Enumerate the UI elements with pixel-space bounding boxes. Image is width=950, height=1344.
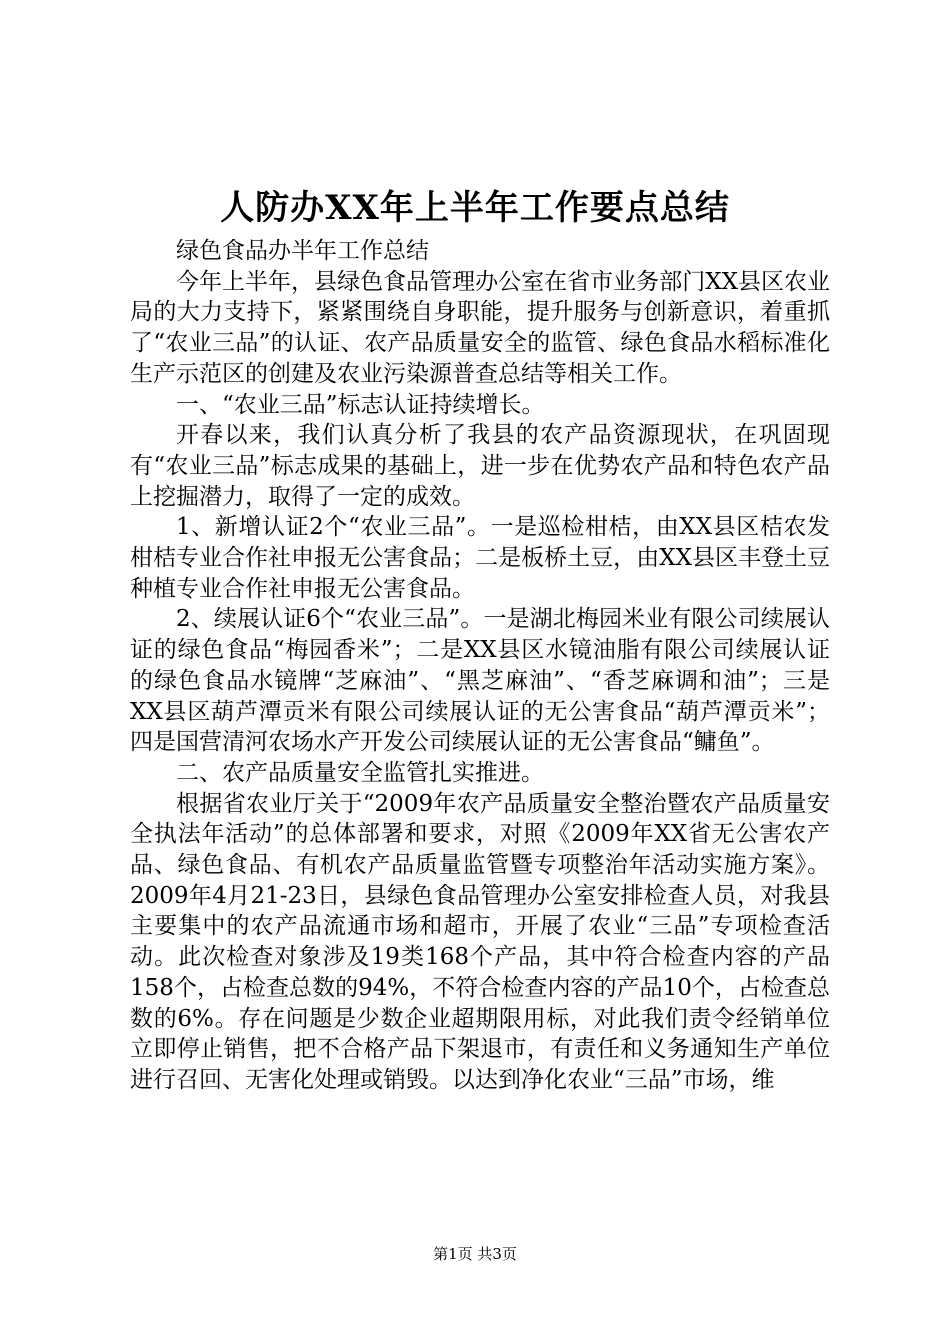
document-title: 人防办XX年上半年工作要点总结 — [220, 188, 730, 228]
paragraph: 根据省农业厅关于“2009年农产品质量安全整治暨农产品质量安全执法年活动”的总体部署和要求，对照《2009年XX省无公害农产品、绿色食品、有机农产品质量监管暨专项整治年活动实施方案》。2009年4月21-23日，县绿色食品管理办公室安排检查人员，对我县主要集中的农产品流通市场和超市，开展了农业“三品”专项检查活动。此次检查对象涉及19类168个产品，其中符合检查内容的产品158个，占检查总数的94%，不符合检查内容的产品10个，占检查总数的6%。存在问题是少数企业超期限用标，对此我们责令经销单位立即停止销售，把不合格产品下架退市，有责任和义务通知生产单位进行召回、无害化处理或销毁。以达到净化农业“三品”市场，维 — [130, 790, 830, 1093]
section-heading-2: 二、农产品质量安全监管扎实推进。 — [176, 759, 544, 786]
paragraph: 1、新增认证2个“农业三品”。一是巡检柑桔，由XX县区桔农发柑桔专业合作社申报无公害食品；二是板桥土豆，由XX县区丰登土豆种植专业合作社申报无公害食品。 — [130, 514, 830, 602]
paragraph: 开春以来，我们认真分析了我县的农产品资源现状，在巩固现有“农业三品”标志成果的基础上，进一步在优势农产品和特色农产品上挖掘潜力，取得了一定的成效。 — [130, 422, 830, 510]
section-heading-1: 一、“农业三品”标志认证持续增长。 — [176, 391, 545, 418]
paragraph-subtitle: 绿色食品办半年工作总结 — [176, 238, 429, 264]
page-footer: 第1页 共3页 — [433, 1245, 517, 1263]
paragraph: 2、续展认证6个“农业三品”。一是湖北梅园米业有限公司续展认证的绿色食品“梅园香米”；二是XX县区水镜油脂有限公司续展认证的绿色食品水镜牌“芝麻油”、“黑芝麻油”、“香芝麻调和油”；三是XX县区葫芦潭贡米有限公司续展认证的无公害食品“葫芦潭贡米”；四是国营清河农场水产开发公司续展认证的无公害食品“鳙鱼”。 — [130, 606, 830, 756]
document-body — [130, 236, 830, 1096]
paragraph-intro: 今年上半年，县绿色食品管理办公室在省市业务部门XX县区农业局的大力支持下，紧紧围绕自身职能，提升服务与创新意识，着重抓了“农业三品”的认证、农产品质量安全的监管、绿色食品水稻标准化生产示范区的创建及农业污染源普查总结等相关工作。 — [130, 268, 830, 387]
